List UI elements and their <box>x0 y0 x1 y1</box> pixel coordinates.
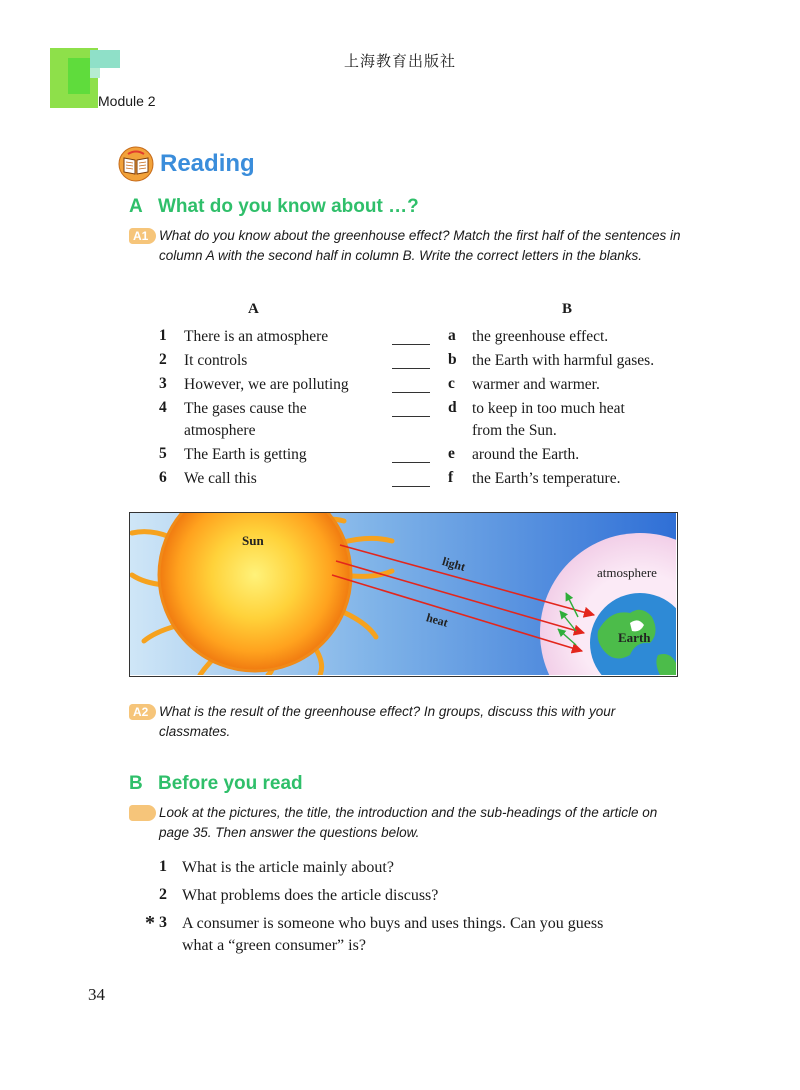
row-letter: f <box>448 469 454 486</box>
row-right-text: the Earth with harmful gases. <box>472 352 655 369</box>
row-left-text: However, we are polluting <box>184 376 349 393</box>
a2-tag: A2 <box>129 704 156 720</box>
question-number: 2 <box>159 886 167 903</box>
question-star: * <box>145 912 155 934</box>
row-right-text: around the Earth. <box>472 446 580 463</box>
row-right-text: warmer and warmer. <box>472 376 600 393</box>
row-number: 5 <box>159 445 167 462</box>
question-number: 1 <box>159 858 167 875</box>
row-left-text: The Earth is getting <box>184 446 307 463</box>
open-book-icon <box>118 146 154 182</box>
answer-blank[interactable] <box>392 392 430 393</box>
question-text: A consumer is someone who buys and uses things. Can you guess <box>182 915 604 932</box>
section-b-letter: B <box>129 773 143 794</box>
reading-title: Reading <box>160 150 255 177</box>
section-a-letter: A <box>129 196 143 217</box>
answer-blank[interactable] <box>392 486 430 487</box>
row-left-text-continued: atmosphere <box>184 422 256 439</box>
section-a-title: What do you know about …? <box>158 196 419 217</box>
question-text: What problems does the article discuss? <box>182 887 439 904</box>
row-right-text: to keep in too much heat <box>472 400 625 417</box>
row-letter: c <box>448 375 455 392</box>
section-b-tag <box>129 805 156 821</box>
column-a-header: A <box>248 301 259 317</box>
section-b-instruction: Look at the pictures, the title, the introduction and the sub-headings of the article on page 35. Then answer the questions below. <box>159 805 658 840</box>
a1-tag: A1 <box>129 228 156 244</box>
row-number: 6 <box>159 469 167 486</box>
row-letter: b <box>448 351 457 368</box>
page-number: 34 <box>88 985 105 1004</box>
heat-label: heat <box>424 610 450 630</box>
question-number: 3 <box>159 914 167 931</box>
sun-label: Sun <box>242 533 264 548</box>
greenhouse-effect-figure <box>129 512 678 677</box>
question-text: What is the article mainly about? <box>182 859 394 876</box>
row-left-text: There is an atmosphere <box>184 328 329 345</box>
row-letter: a <box>448 327 456 344</box>
row-right-text: the greenhouse effect. <box>472 328 609 345</box>
row-number: 4 <box>159 399 167 416</box>
answer-blank[interactable] <box>392 416 430 417</box>
row-letter: e <box>448 445 455 462</box>
earth-label: Earth <box>618 630 651 645</box>
row-left-text: We call this <box>184 470 257 487</box>
section-b-title: Before you read <box>158 773 303 794</box>
publisher-name: 上海教育出版社 <box>343 54 456 70</box>
answer-blank[interactable] <box>392 368 430 369</box>
a1-instruction: What do you know about the greenhouse effect? Match the first half of the sentences in column A with the second half in column B. Write the correct letters in the blanks. <box>159 228 681 263</box>
row-right-text: the Earth’s temperature. <box>472 470 621 487</box>
answer-blank[interactable] <box>392 462 430 463</box>
question-text-continued: what a “green consumer” is? <box>182 937 366 954</box>
row-number: 2 <box>159 351 167 368</box>
row-number: 3 <box>159 375 167 392</box>
row-right-text-continued: from the Sun. <box>472 422 557 439</box>
row-left-text: The gases cause the <box>184 400 307 417</box>
atmosphere-label: atmosphere <box>597 565 657 580</box>
column-b-header: B <box>562 301 573 317</box>
row-left-text: It controls <box>184 352 248 369</box>
row-number: 1 <box>159 327 167 344</box>
module-label: Module 2 <box>98 93 156 109</box>
answer-blank[interactable] <box>392 344 430 345</box>
light-label: light <box>440 554 467 574</box>
a2-instruction: What is the result of the greenhouse effect? In groups, discuss this with your classmates. <box>159 704 616 739</box>
row-letter: d <box>448 399 457 416</box>
